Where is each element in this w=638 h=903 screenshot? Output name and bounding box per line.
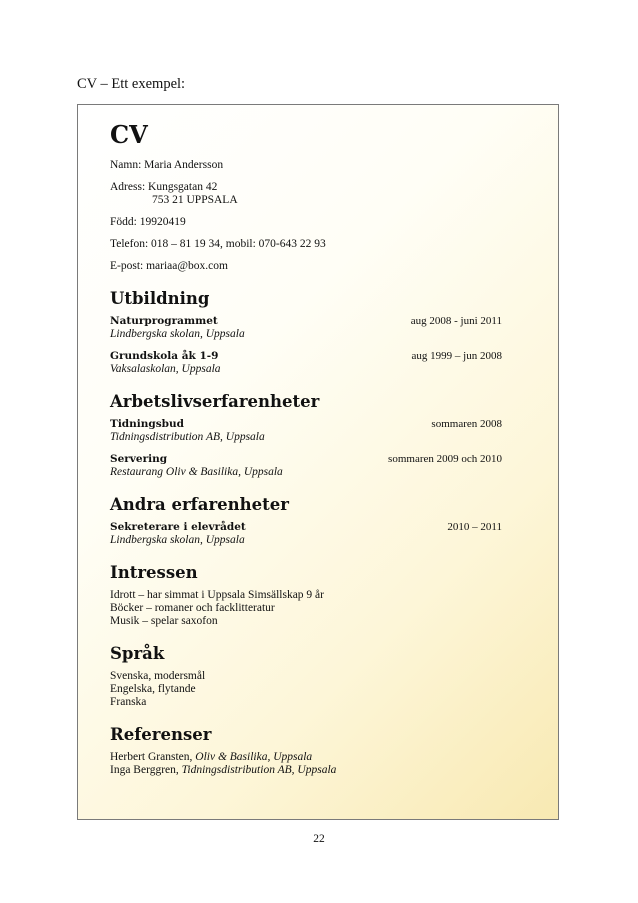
interests-section <box>110 563 502 628</box>
cv-document <box>77 104 559 820</box>
reference-org: Tidningsdistribution AB, Uppsala <box>181 764 337 776</box>
entry-place: Tidningsdistribution AB, Uppsala <box>110 431 265 443</box>
list-item: Böcker – romaner och facklitteratur <box>110 602 275 614</box>
list-item <box>110 315 502 341</box>
born-line: Född: 19920419 <box>110 216 186 228</box>
entry-place: Lindbergska skolan, Uppsala <box>110 534 245 546</box>
list-item: Franska <box>110 696 147 708</box>
entry-dates: sommaren 2008 <box>431 418 502 430</box>
list-item: Idrott – har simmat i Uppsala Simsällskap 9 år <box>110 589 324 601</box>
other-experience-section <box>110 495 502 547</box>
list-item <box>110 418 502 444</box>
entry-dates: aug 1999 – jun 2008 <box>411 350 502 362</box>
address-line-2: 753 21 UPPSALA <box>152 194 238 206</box>
page-number: 22 <box>313 833 325 845</box>
section-title-references: Referenser <box>110 725 212 744</box>
page-heading: CV – Ett exempel: <box>77 76 186 92</box>
entry-dates: aug 2008 - juni 2011 <box>410 315 502 327</box>
entry-dates: sommaren 2009 och 2010 <box>388 453 502 465</box>
section-title-other: Andra erfarenheter <box>110 495 289 514</box>
entry-name: Tidningsbud <box>110 418 184 430</box>
email-line: E-post: mariaa@box.com <box>110 260 228 272</box>
work-section <box>110 392 502 479</box>
entry-name: Naturprogrammet <box>110 315 218 327</box>
list-item: Engelska, flytande <box>110 683 196 695</box>
reference-name: Inga Berggren, <box>110 764 182 776</box>
list-item <box>110 453 502 479</box>
reference-name: Herbert Gransten, <box>110 751 196 763</box>
reference-org: Oliv & Basilika, Uppsala <box>195 751 313 763</box>
list-item <box>110 521 502 547</box>
entry-dates: 2010 – 2011 <box>447 521 502 533</box>
education-section <box>110 289 502 376</box>
languages-section <box>110 644 502 709</box>
list-item <box>110 751 502 764</box>
list-item <box>110 350 502 376</box>
entry-name: Servering <box>110 453 168 465</box>
list-item: Musik – spelar saxofon <box>110 615 218 627</box>
section-title-education: Utbildning <box>110 289 210 308</box>
list-item <box>110 764 502 777</box>
section-title-interests: Intressen <box>110 563 198 582</box>
entry-place: Lindbergska skolan, Uppsala <box>110 328 245 340</box>
entry-place: Vaksalaskolan, Uppsala <box>110 363 221 375</box>
address-line-1: Adress: Kungsgatan 42 <box>110 181 218 193</box>
references-section <box>110 725 502 777</box>
cv-title: CV <box>110 120 148 149</box>
section-title-work: Arbetslivserfarenheter <box>110 392 320 411</box>
entry-place: Restaurang Oliv & Basilika, Uppsala <box>110 466 283 478</box>
list-item: Svenska, modersmål <box>110 670 206 682</box>
entry-name: Sekreterare i elevrådet <box>110 521 246 533</box>
cv-content <box>110 121 502 777</box>
entry-name: Grundskola åk 1-9 <box>110 350 219 362</box>
phone-line: Telefon: 018 – 81 19 34, mobil: 070-643 22 93 <box>110 238 326 250</box>
personal-info <box>110 159 502 273</box>
section-title-languages: Språk <box>110 644 165 663</box>
name-line: Namn: Maria Andersson <box>110 159 224 171</box>
